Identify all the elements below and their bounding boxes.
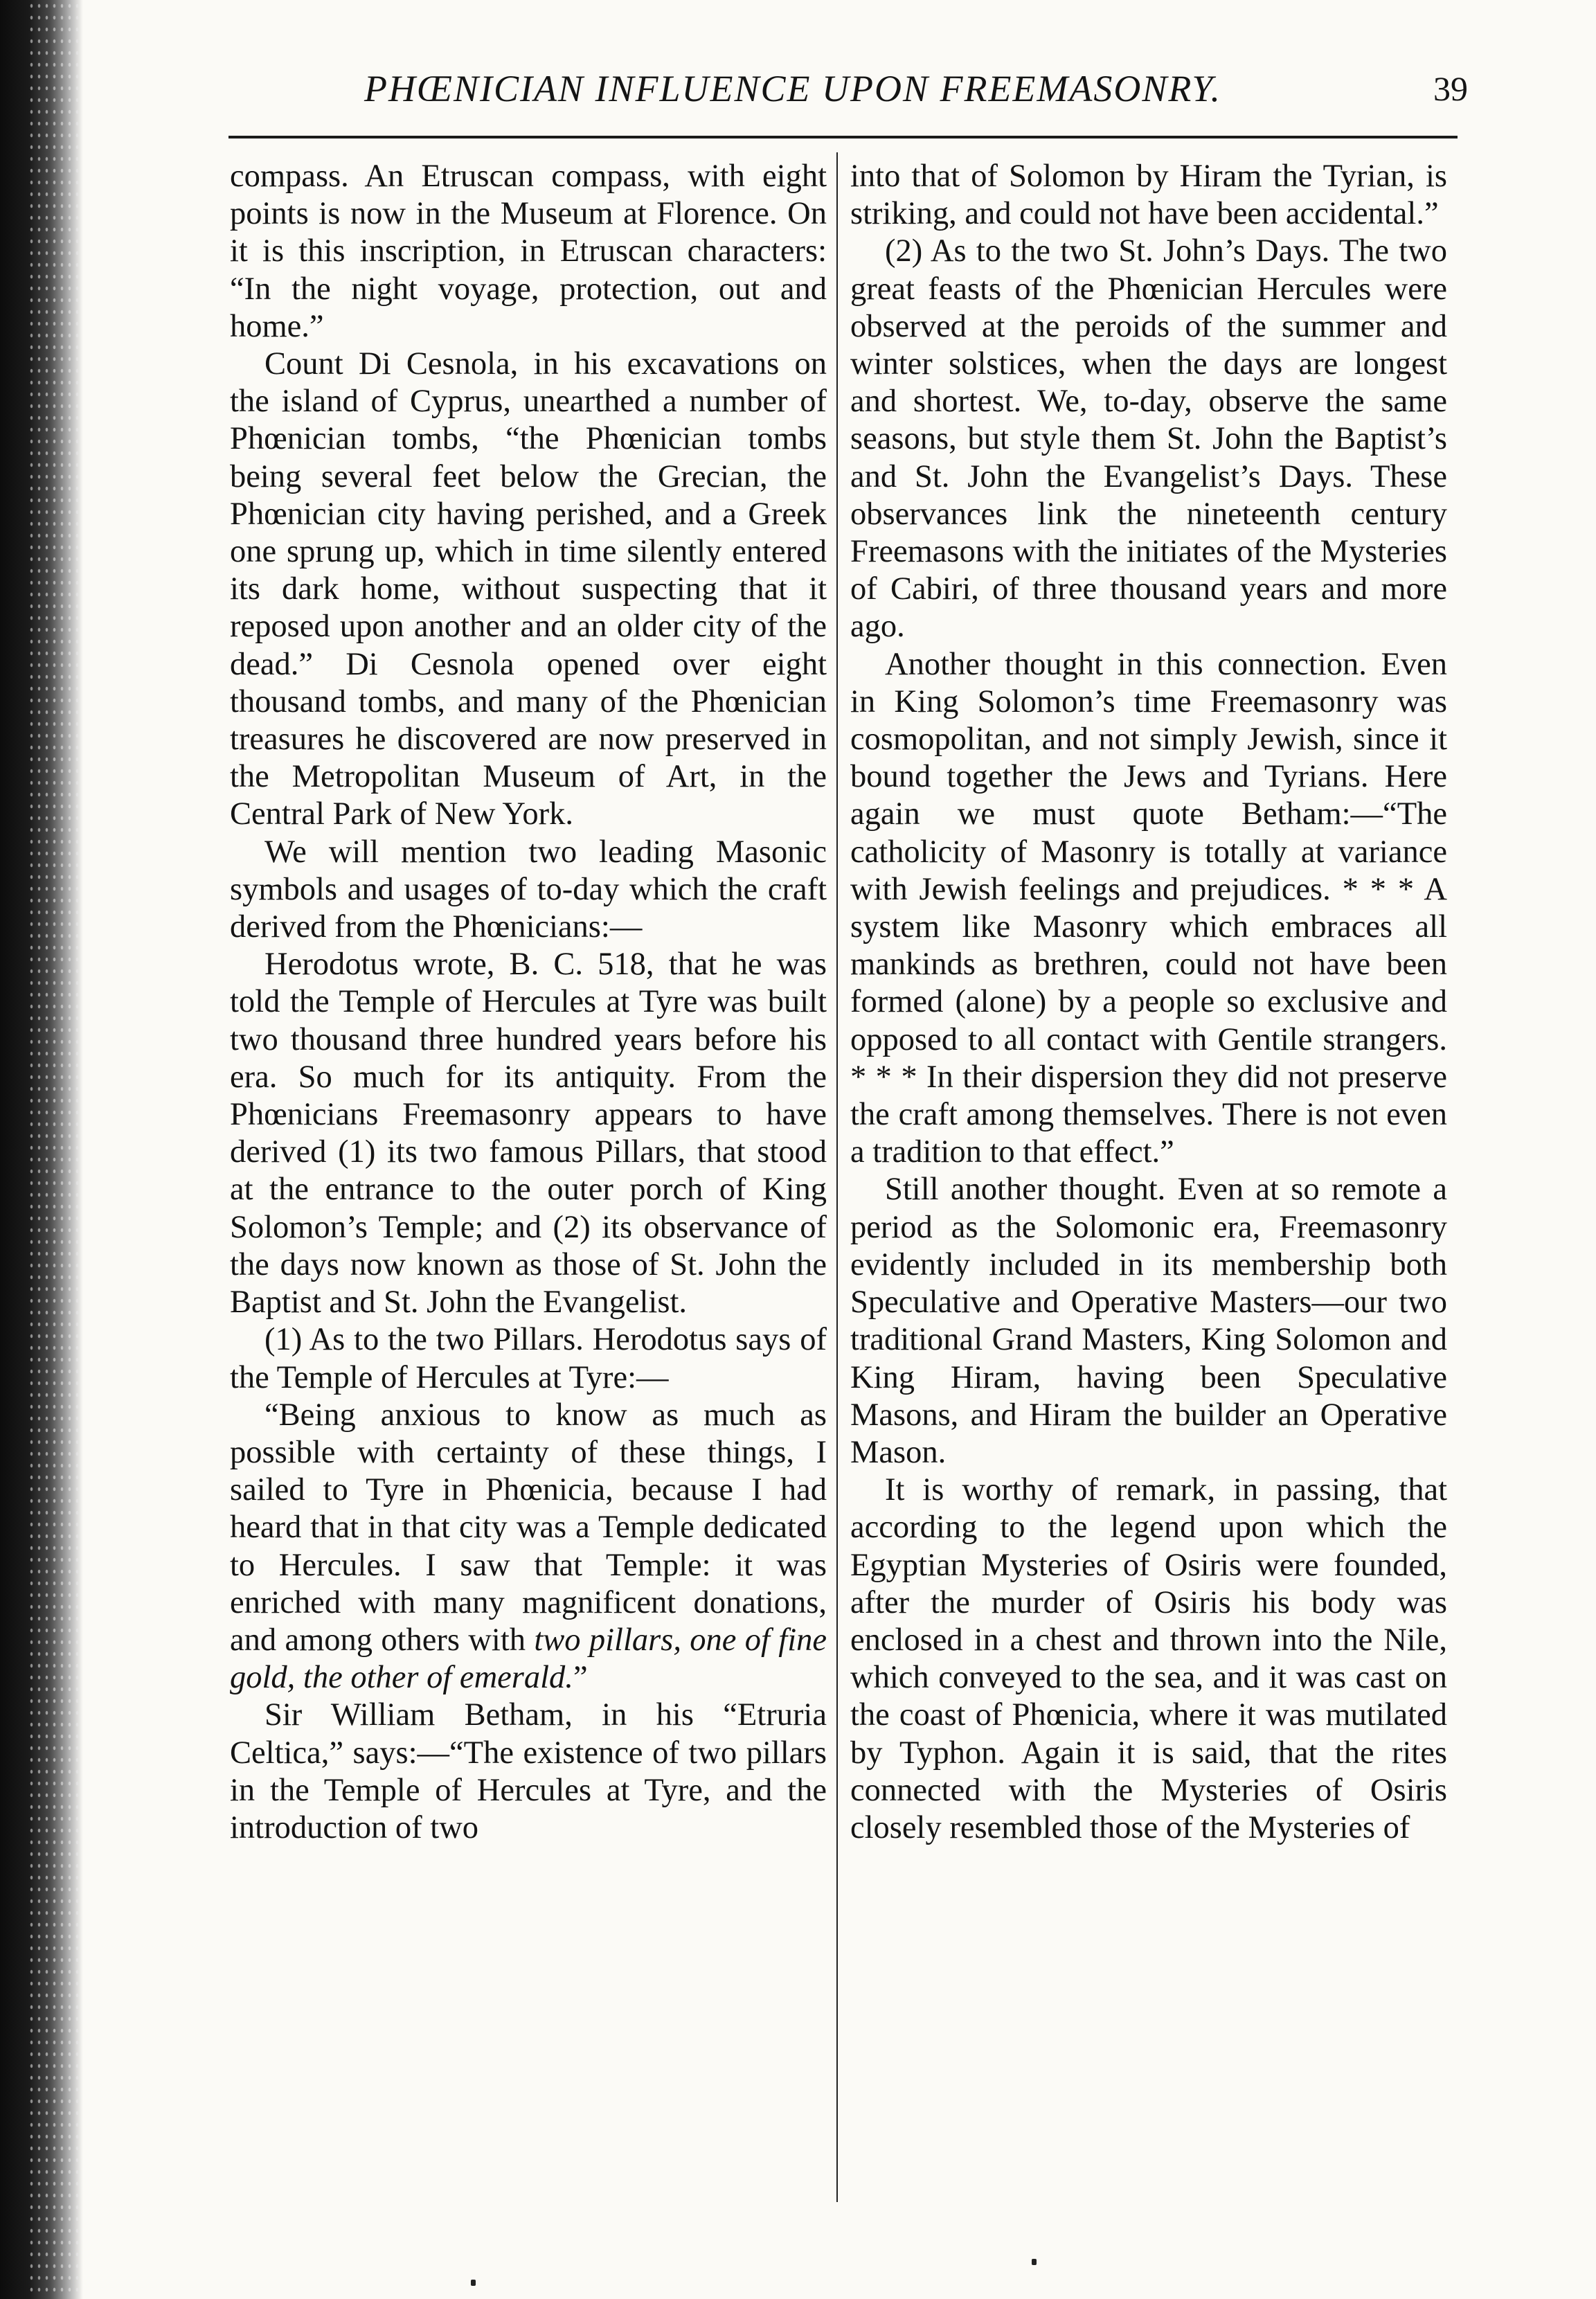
paragraph: (2) As to the two St. John’s Days. The two great feasts of the Phœnician Hercules were observed at the peroids of the summer and winter solstices, when the days are longest and shortest. We, to-day, observe the same seasons, but style them St. John the Baptist’s and St. John the Evangelist’s Days. These observances link the nineteenth century Freemasons with the initiates of the Mysteries of Cabiri, of three thousand years and more ago.: [850, 233, 1447, 645]
paragraph: Still another thought. Even at so remote a period as the Solomonic era, Freemasonry evidently included in its membership both Speculative and Operative Masters—our two traditional Grand Masters, King Solomon and King Hiram, having been Speculative Masons, and Hiram the builder an Operative Mason.: [850, 1172, 1447, 1470]
binding-speckle: [28, 0, 83, 2299]
header-rule: [228, 136, 1458, 138]
paragraph: (1) As to the two Pillars. Herodotus says of the Temple of Hercules at Tyre:—: [230, 1322, 827, 1395]
left-column: [230, 158, 827, 1847]
running-header: [228, 61, 1468, 116]
ink-speck: [1032, 2259, 1037, 2265]
paragraph: into that of Solomon by Hiram the Tyrian, is striking, and could not have been accidental.”: [850, 159, 1447, 232]
paragraph: We will mention two leading Masonic symbols and usages of to-day which the craft derived from the Phœnicians:—: [230, 834, 827, 945]
paragraph: Sir William Betham, in his “Etruria Celtica,” says:—“The existence of two pillars in the Temple of Hercules at Tyre, and the introduction of two: [230, 1697, 827, 1845]
paragraph: Herodotus wrote, B. C. 518, that he was told the Temple of Hercules at Tyre was built two thousand three hundred years before his era. So much for its antiquity. From the Phœnicians Freemasonry appears to have derived (1) its two famous Pillars, that stood at the entrance to the outer porch of King Solomon’s Temple; and (2) its observance of the days now known as those of St. John the Baptist and St. John the Evangelist.: [230, 947, 827, 1321]
italic-phrase: two pillars, one of fine gold, the other of emerald.: [230, 1622, 827, 1696]
quotation-close: ”: [573, 1660, 588, 1696]
running-title: PHŒNICIAN INFLUENCE UPON FREEMASONRY.: [364, 68, 1221, 109]
paragraph: It is worthy of remark, in passing, that according to the legend upon which the Egyptian Mysteries of Osiris were founded, after the murder of Osiris his body was enclosed in a chest and thrown into the Nile, which conveyed to the sea, and it was cast on the coast of Phœnicia, where it was mutilated by Typhon. Again it is said, that the rites connected with the Mysteries of Osiris closely resembled those of the Mysteries of: [850, 1472, 1447, 1845]
quotation-text: “Being anxious to know as much as possible with certainty of these things, I sailed to Tyre in Phœnicia, because I had heard that in that city was a Temple dedicated to Hercules. I saw that Temple: it was enriched with many magnificent donations, and among others with: [230, 1397, 827, 1658]
column-divider: [836, 152, 838, 2202]
right-column: [850, 158, 1447, 1847]
ink-speck: [471, 2280, 476, 2286]
quotation-paragraph: [230, 1397, 827, 1697]
paragraph: Count Di Cesnola, in his excavations on the island of Cyprus, unearthed a number of Phœnician tombs, “the Phœnician tombs being several feet below the Grecian, the Phœnician city having perished, and a Greek one sprung up, which in time silently entered its dark home, without suspecting that it reposed upon another and an older city of the dead.” Di Cesnola opened over eight thousand tombs, and many of the Phœnician treasures he discovered are now preserved in the Metropolitan Museum of Art, in the Central Park of New York.: [230, 346, 827, 832]
paragraph: compass. An Etruscan compass, with eight points is now in the Museum at Florence. On it is this inscription, in Etruscan characters: “In the night voyage, protection, out and home.”: [230, 159, 827, 344]
paragraph: Another thought in this connection. Even in King Solomon’s time Freemasonry was cosmopolitan, and not simply Jewish, since it bound together the Jews and Tyrians. Here again we must quote Betham:—“The catholicity of Masonry is totally at variance with Jewish feelings and prejudices. * * * A system like Masonry which embraces all mankinds as brethren, could not have been formed (alone) by a people so exclusive and opposed to all contact with Gentile strangers. * * * In their dispersion they did not preserve the craft among themselves. There is not even a tradition to that effect.”: [850, 646, 1447, 1170]
page-number: 39: [1433, 69, 1468, 108]
